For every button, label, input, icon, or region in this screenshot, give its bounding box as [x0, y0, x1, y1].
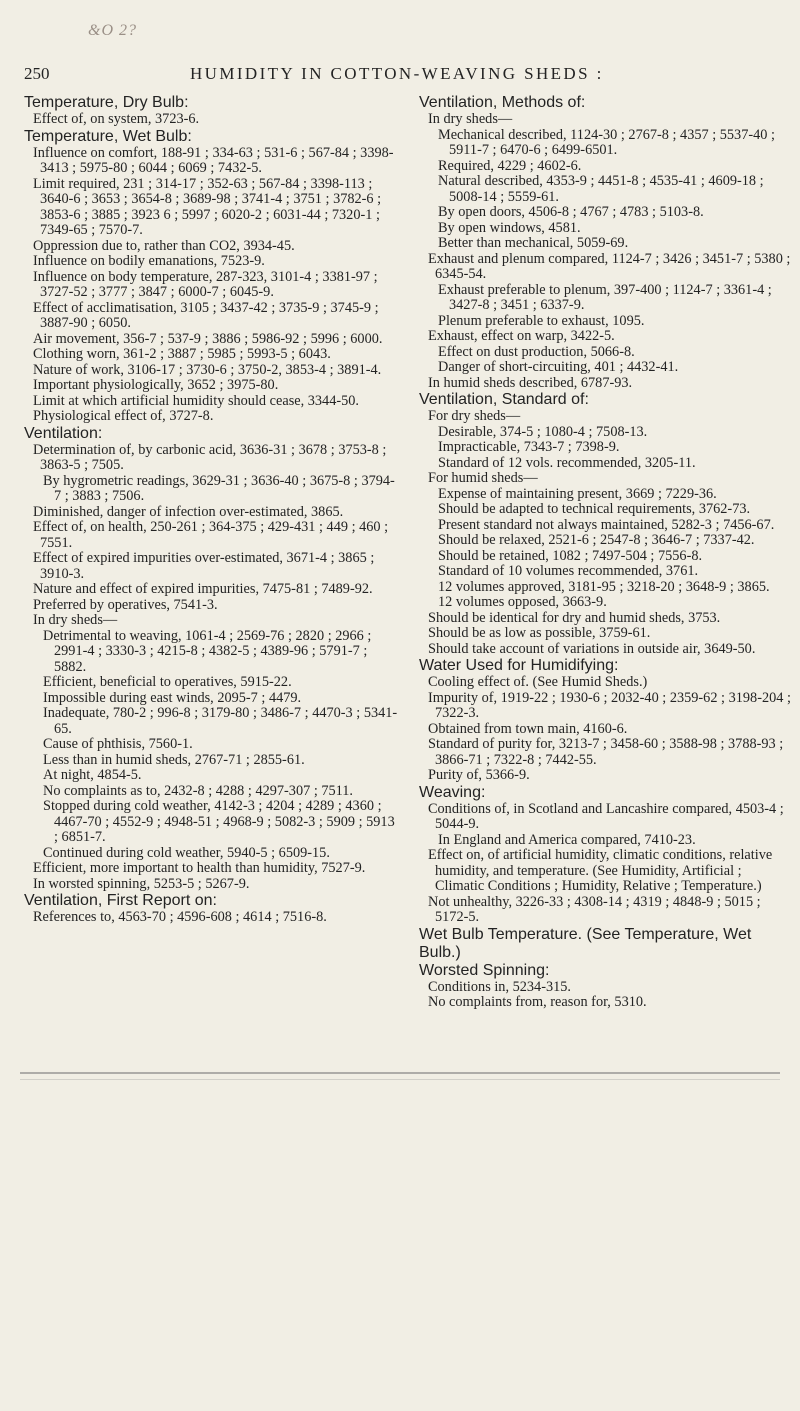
index-entry: By open windows, 4581. [438, 219, 581, 236]
index-entry: Air movement, 356-7 ; 537-9 ; 3886 ; 5986-92 ; 5996 ; 6000. [33, 330, 383, 347]
index-entry: Mechanical described, 1124-30 ; 2767-8 ; 4357 ; 5537-40 ; 5911-7 ; 6470-6 ; 6499-6501. [438, 126, 775, 158]
index-entry: For humid sheds— [428, 470, 538, 486]
index-entry: Oppression due to, rather than CO2, 3934-45. [33, 237, 295, 254]
index-entry: Not unhealthy, 3226-33 ; 4308-14 ; 4319 ; 4848-9 ; 5015 ; 5172-5. [428, 893, 761, 925]
index-heading: Ventilation, Methods of: [419, 94, 586, 111]
index-entry: In dry sheds— [33, 612, 118, 628]
index-entry: Should be as low as possible, 3759-61. [428, 625, 651, 641]
index-entry: In worsted spinning, 5253-5 ; 5267-9. [33, 875, 250, 892]
index-entry: Desirable, 374-5 ; 1080-4 ; 7508-13. [438, 423, 648, 440]
index-entry: Determination of, by carbonic acid, 3636-31 ; 3678 ; 3753-8 ; 3863-5 ; 7505. [33, 441, 387, 473]
index-entry: Standard of 12 vols. recommended, 3205-11. [438, 454, 696, 471]
index-entry: Exhaust and plenum compared, 1124-7 ; 3426 ; 3451-7 ; 5380 ; 6345-54. [428, 250, 791, 282]
index-entry: Impurity of, 1919-22 ; 1930-6 ; 2032-40 ; 2359-62 ; 3198-204 ; 7322-3. [428, 689, 791, 721]
index-heading: Ventilation, Standard of: [419, 391, 589, 408]
corner-pencil-mark: &O 2? [88, 22, 137, 39]
index-entry: Expense of maintaining present, 3669 ; 7229-36. [438, 485, 717, 502]
index-heading: Temperature, Dry Bulb: [24, 94, 189, 111]
index-entry: Less than in humid sheds, 2767-71 ; 2855-61. [43, 751, 305, 768]
index-entry: Limit at which artificial humidity should cease, 3344-50. [33, 392, 359, 409]
index-entry: By hygrometric readings, 3629-31 ; 3636-40 ; 3675-8 ; 3794-7 ; 3883 ; 7506. [43, 472, 395, 504]
page-number: 250 [24, 64, 50, 83]
index-entry: Should be identical for dry and humid sheds, 3753. [428, 609, 721, 626]
index-entry: Effect of acclimatisation, 3105 ; 3437-42 ; 3735-9 ; 3745-9 ; 3887-90 ; 6050. [33, 299, 379, 331]
index-heading: Water Used for Humidifying: [419, 657, 619, 674]
index-entry: At night, 4854-5. [43, 767, 142, 783]
index-entry: Should be adapted to technical requirements, 3762-73. [438, 501, 751, 517]
index-entry: In humid sheds described, 6787-93. [428, 374, 633, 391]
index-entry: Should take account of variations in outside air, 3649-50. [428, 640, 756, 657]
index-heading: Ventilation: [24, 424, 103, 442]
running-head: HUMIDITY IN COTTON-WEAVING SHEDS : [190, 64, 604, 83]
index-entry: Standard of 10 volumes recommended, 3761. [438, 563, 699, 579]
index-entry: Effect on, of artificial humidity, climatic conditions, relative humidity, and temperature. (See Humidity, Artificial ; Climatic Conditions ; Humidity, Relative ; Temperature.) [428, 847, 773, 894]
index-entry: Effect on dust production, 5066-8. [438, 343, 635, 360]
index-entry: Diminished, danger of infection over-estimated, 3865. [33, 503, 344, 520]
index-entry: Clothing worn, 361-2 ; 3887 ; 5985 ; 5993-5 ; 6043. [33, 346, 331, 362]
index-entry: Obtained from town main, 4160-6. [428, 720, 628, 737]
index-entry: References to, 4563-70 ; 4596-608 ; 4614 ; 7516-8. [33, 909, 327, 925]
index-entry: For dry sheds— [428, 408, 521, 424]
index-entry: Influence on comfort, 188-91 ; 334-63 ; 531-6 ; 567-84 ; 3398-3413 ; 5975-80 ; 6044 ; 6069 ; 7432-5. [33, 144, 394, 176]
index-entry: By open doors, 4506-8 ; 4767 ; 4783 ; 5103-8. [438, 204, 704, 220]
index-entry: Cooling effect of. (See Humid Sheds.) [428, 674, 648, 690]
index-entry: Impossible during east winds, 2095-7 ; 4479. [43, 689, 302, 706]
index-entry: Nature of work, 3106-17 ; 3730-6 ; 3750-2, 3853-4 ; 3891-4. [33, 361, 382, 378]
index-entry: Efficient, beneficial to operatives, 5915-22. [43, 674, 292, 690]
index-entry: Important physiologically, 3652 ; 3975-80. [33, 377, 279, 393]
index-entry: Inadequate, 780-2 ; 996-8 ; 3179-80 ; 3486-7 ; 4470-3 ; 5341-65. [43, 705, 398, 737]
index-heading: Ventilation, First Report on: [24, 892, 217, 909]
index-entry: 12 volumes approved, 3181-95 ; 3218-20 ; 3648-9 ; 3865. [438, 578, 770, 595]
index-entry: Better than mechanical, 5059-69. [438, 235, 629, 251]
index-entry: Conditions in, 5234-315. [428, 978, 571, 995]
index-entry: Effect of, on health, 250-261 ; 364-375 ; 429-431 ; 449 ; 460 ; 7551. [33, 519, 389, 551]
index-column-right [419, 94, 791, 1011]
index-entry: Impracticable, 7343-7 ; 7398-9. [438, 439, 620, 455]
index-entry: Detrimental to weaving, 1061-4 ; 2569-76 ; 2820 ; 2966 ; 2991-4 ; 3330-3 ; 4215-8 ; 4382-5 ; 4389-96 ; 5791-7 ; 5882. [43, 627, 372, 675]
index-entry: Required, 4229 ; 4602-6. [438, 157, 582, 174]
index-heading: Weaving: [419, 783, 486, 801]
index-entry: Preferred by operatives, 7541-3. [33, 596, 218, 613]
index-entry: Danger of short-circuiting, 401 ; 4432-41. [438, 359, 679, 375]
index-entry: Purity of, 5366-9. [428, 767, 530, 783]
index-entry: Influence on bodily emanations, 7523-9. [33, 253, 265, 269]
index-entry: Present standard not always maintained, 5282-3 ; 7456-67. [438, 516, 775, 533]
index-heading: Wet Bulb Temperature. (See Temperature, Wet Bulb.) [419, 925, 752, 961]
index-entry: No complaints from, reason for, 5310. [428, 994, 647, 1010]
index-heading: Temperature, Wet Bulb: [24, 127, 192, 145]
index-entry: Nature and effect of expired impurities, 7475-81 ; 7489-92. [33, 581, 373, 597]
index-entry: Plenum preferable to exhaust, 1095. [438, 312, 645, 329]
index-entry: No complaints as to, 2432-8 ; 4288 ; 4297-307 ; 7511. [43, 782, 354, 799]
index-entry: Effect of expired impurities over-estimated, 3671-4 ; 3865 ; 3910-3. [33, 550, 375, 582]
index-entry: Stopped during cold weather, 4142-3 ; 4204 ; 4289 ; 4360 ; 4467-70 ; 4552-9 ; 4948-51 ; 4968-9 ; 5082-3 ; 5909 ; 5913 ; 6851-7. [43, 798, 395, 845]
index-entry: Continued during cold weather, 5940-5 ; 6509-15. [43, 844, 330, 861]
index-entry: Effect of, on system, 3723-6. [33, 111, 200, 127]
index-entry: Efficient, more important to health than humidity, 7527-9. [33, 860, 366, 876]
index-entry: Should be relaxed, 2521-6 ; 2547-8 ; 3646-7 ; 7337-42. [438, 532, 755, 548]
index-entry: Limit required, 231 ; 314-17 ; 352-63 ; 567-84 ; 3398-113 ; 3640-6 ; 3653 ; 3654-8 ; 3689-98 ; 3741-4 ; 3751 ; 3782-6 ; 3853-6 ; 3885 ; 3923 6 ; 5997 ; 6020-2 ; 6031-44 ; 7320-1 ; 7349-65 ; 7570-7. [33, 175, 382, 238]
index-entry: Cause of phthisis, 7560-1. [43, 736, 193, 752]
index-entry: Exhaust preferable to plenum, 397-400 ; 1124-7 ; 3361-4 ; 3427-8 ; 3451 ; 6337-9. [438, 281, 772, 313]
index-entry: In England and America compared, 7410-23. [438, 831, 696, 848]
index-entry: Natural described, 4353-9 ; 4451-8 ; 4535-41 ; 4609-18 ; 5008-14 ; 5559-61. [438, 173, 764, 205]
index-entry: Standard of purity for, 3213-7 ; 3458-60 ; 3588-98 ; 3788-93 ; 3866-71 ; 7322-8 ; 7442-55. [428, 736, 784, 768]
index-entry: Influence on body temperature, 287-323, 3101-4 ; 3381-97 ; 3727-52 ; 3777 ; 3847 ; 6000-7 ; 6045-9. [33, 268, 378, 300]
index-entry: Should be retained, 1082 ; 7497-504 ; 7556-8. [438, 547, 703, 564]
index-entry: Exhaust, effect on warp, 3422-5. [428, 328, 615, 344]
index-entry: Conditions of, in Scotland and Lancashire compared, 4503-4 ; 5044-9. [428, 800, 784, 832]
index-entry: 12 volumes opposed, 3663-9. [438, 594, 607, 610]
index-column-left [24, 94, 400, 926]
index-entry: In dry sheds— [428, 111, 513, 127]
footer-rule-secondary [20, 1079, 780, 1080]
footer-rule [20, 1072, 780, 1074]
index-heading: Worsted Spinning: [419, 961, 550, 979]
index-entry: Physiological effect of, 3727-8. [33, 408, 214, 424]
